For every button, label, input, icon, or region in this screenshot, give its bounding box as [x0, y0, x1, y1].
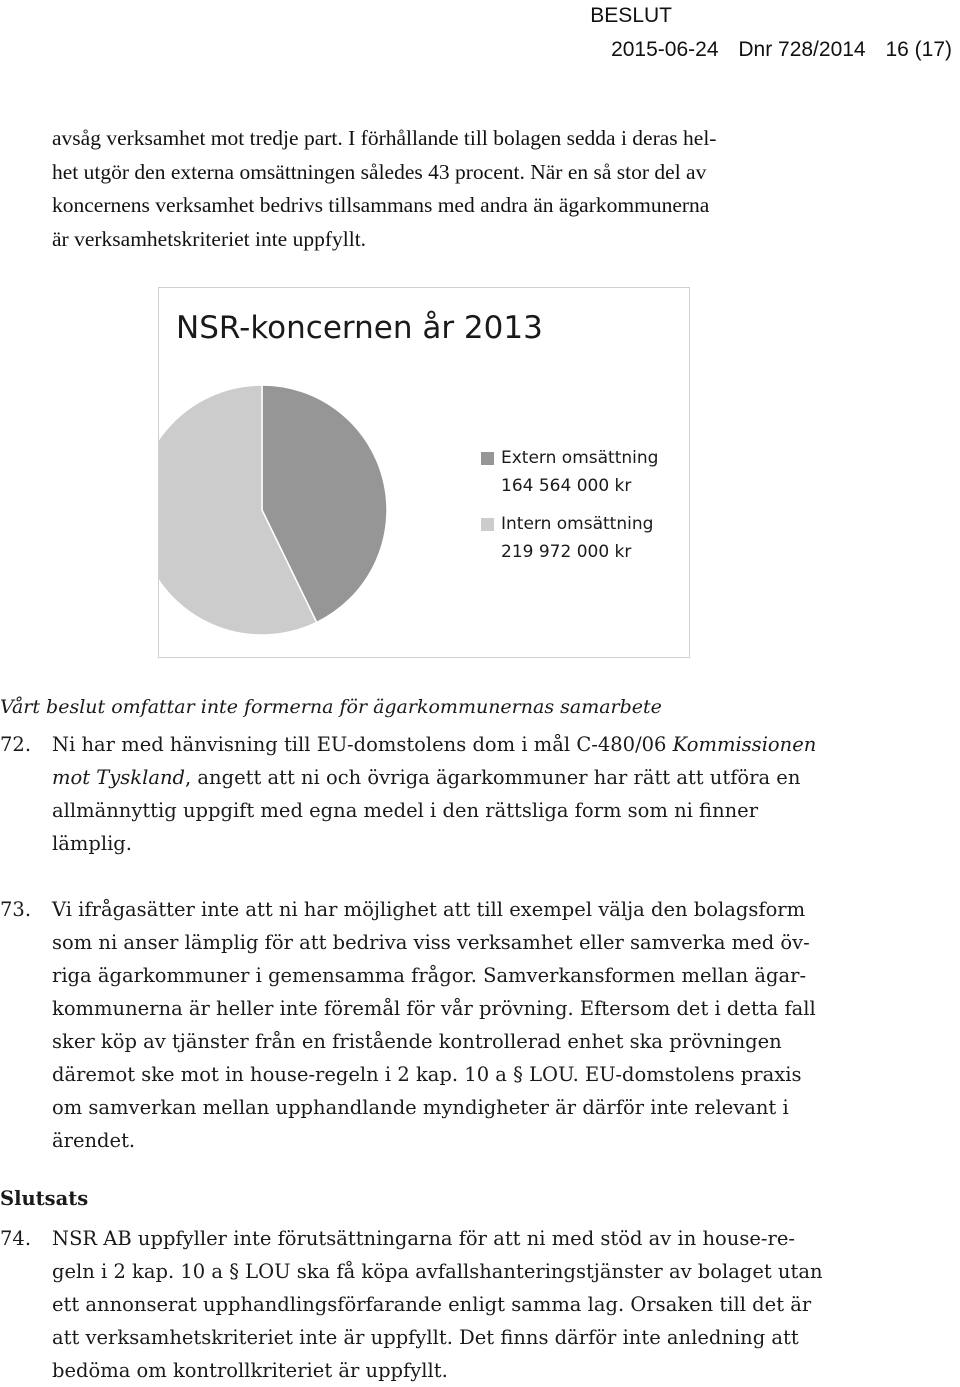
- document-dnr: Dnr 728/2014: [738, 38, 866, 61]
- paragraph-line: däremot ske mot in house-regeln i 2 kap. 10 a § LOU. EU-domstolens praxis: [52, 1063, 802, 1086]
- pie-chart: [158, 287, 690, 658]
- document-meta: [597, 36, 952, 64]
- paragraph-line: ärendet.: [52, 1129, 136, 1152]
- paragraph-line: lämplig.: [52, 832, 132, 855]
- legend-value-extern: 164 564 000 kr: [501, 476, 632, 496]
- paragraph-body: [52, 728, 902, 860]
- legend-label-extern: Extern omsättning: [501, 448, 659, 468]
- page-number: 16 (17): [885, 38, 952, 61]
- intro-line: het utgör den externa omsättningen således 43 procent. När en så stor del av: [52, 159, 707, 184]
- conclusion-heading: Slutsats: [0, 1187, 89, 1210]
- paragraph-body: [52, 893, 902, 1157]
- paragraph-line: sker köp av tjänster från en fristående kontrollerad enhet ska prövningen: [52, 1030, 782, 1053]
- paragraph-number: 72.: [0, 733, 32, 756]
- paragraph-number: 73.: [0, 898, 32, 921]
- paragraph-line: kommunerna är heller inte föremål för vår prövning. Eftersom det i detta fall: [52, 997, 816, 1020]
- intro-line: är verksamhetskriteriet inte uppfyllt.: [52, 226, 367, 251]
- paragraph-line: geln i 2 kap. 10 a § LOU ska få köpa avfallshanteringstjänster av bolaget utan: [52, 1260, 823, 1283]
- intro-paragraph: [52, 122, 912, 256]
- paragraph-line: [52, 728, 902, 761]
- legend-swatch-extern: [481, 452, 494, 465]
- legend-swatch-intern: [481, 518, 494, 531]
- intro-line: avsåg verksamhet mot tredje part. I förhållande till bolagen sedda i deras hel-: [52, 126, 717, 150]
- chart-title: NSR-koncernen år 2013: [176, 310, 543, 346]
- paragraph-line: Vi ifrågasätter inte att ni har möjlighet att till exempel välja den bolagsform: [52, 898, 806, 921]
- paragraph-text: , angett att ni och övriga ägarkommuner har rätt att utföra en: [185, 766, 801, 789]
- paragraph-text: Ni har med hänvisning till EU-domstolens dom i mål C-480/06: [52, 733, 673, 756]
- paragraph-line: NSR AB uppfyller inte förutsättningarna för att ni med stöd av in house-re-: [52, 1227, 795, 1250]
- intro-line: koncernens verksamhet bedrivs tillsammans med andra än ägarkommunerna: [52, 193, 710, 217]
- paragraph-line: som ni anser lämplig för att bedriva viss verksamhet eller samverka med öv-: [52, 931, 810, 954]
- case-name-italic: mot Tyskland: [52, 766, 186, 789]
- section-subheading: Vårt beslut omfattar inte formerna för ägarkommunernas samarbete: [0, 696, 662, 718]
- paragraph-line: om samverkan mellan upphandlande myndigheter är därför inte relevant i: [52, 1096, 789, 1119]
- document-type: BESLUT: [590, 4, 672, 27]
- paragraph-line: att verksamhetskriteriet inte är uppfyllt. Det finns därför inte anledning att: [52, 1326, 799, 1349]
- paragraph-line: ett annonserat upphandlingsförfarande enligt samma lag. Orsaken till det är: [52, 1293, 812, 1316]
- legend-item-intern: [481, 510, 658, 566]
- paragraph-body: [52, 1222, 902, 1387]
- chart-legend: [481, 444, 658, 576]
- paragraph-line: allmännyttig uppgift med egna medel i den rättsliga form som ni finner: [52, 799, 759, 822]
- paragraph-line: [52, 761, 902, 794]
- legend-label-intern: Intern omsättning: [501, 514, 654, 534]
- paragraph-number: 74.: [0, 1227, 32, 1250]
- legend-value-intern: 219 972 000 kr: [501, 542, 632, 562]
- legend-item-extern: [481, 444, 658, 500]
- paragraph-line: bedöma om kontrollkriteriet är uppfyllt.: [52, 1359, 448, 1382]
- document-date: 2015-06-24: [611, 38, 719, 61]
- paragraph-line: riga ägarkommuner i gemensamma frågor. Samverkansformen mellan ägar-: [52, 964, 807, 987]
- case-name-italic: Kommissionen: [672, 733, 817, 756]
